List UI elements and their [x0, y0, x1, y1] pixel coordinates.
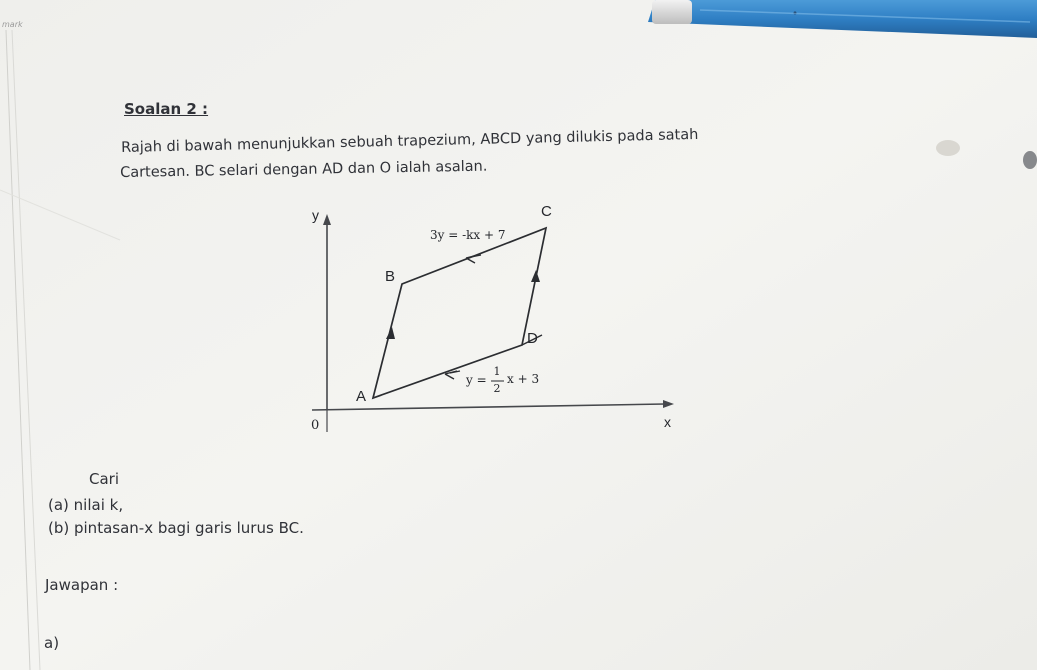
- corner-mark: mark: [2, 20, 23, 29]
- answer-a-label: a): [44, 634, 60, 652]
- point-C-label: C: [541, 203, 552, 220]
- smudge: [936, 140, 960, 156]
- equation-BC: 3y = -kx + 7: [430, 228, 506, 242]
- equation-AD-denominator: 2: [493, 382, 501, 395]
- equation-AD-lhs: y =: [466, 373, 487, 387]
- question-b: (b) pintasan-x bagi garis lurus BC.: [48, 519, 304, 537]
- intro-line-1: Rajah di bawah menunjukkan sebuah trapezium, ABCD yang dilukis pada satah: [121, 126, 699, 156]
- equation-AD-rhs: x + 3: [507, 372, 540, 386]
- equation-AD-numerator: 1: [493, 365, 501, 378]
- origin-label: 0: [311, 418, 320, 433]
- point-A-label: A: [356, 388, 367, 405]
- x-axis-label: x: [664, 414, 671, 430]
- smudge: [1023, 151, 1037, 169]
- point-D-label: D: [527, 330, 538, 347]
- intro-line-2: Cartesan. BC selari dengan AD dan O ialah asalan.: [120, 158, 488, 181]
- cari-label: Cari: [89, 470, 119, 488]
- question-a: (a) nilai k,: [48, 496, 124, 514]
- point-B-label: B: [385, 268, 396, 285]
- question-title: Soalan 2 :: [124, 100, 209, 118]
- jawapan-label: Jawapan :: [45, 576, 119, 594]
- y-axis-label: y: [312, 207, 319, 223]
